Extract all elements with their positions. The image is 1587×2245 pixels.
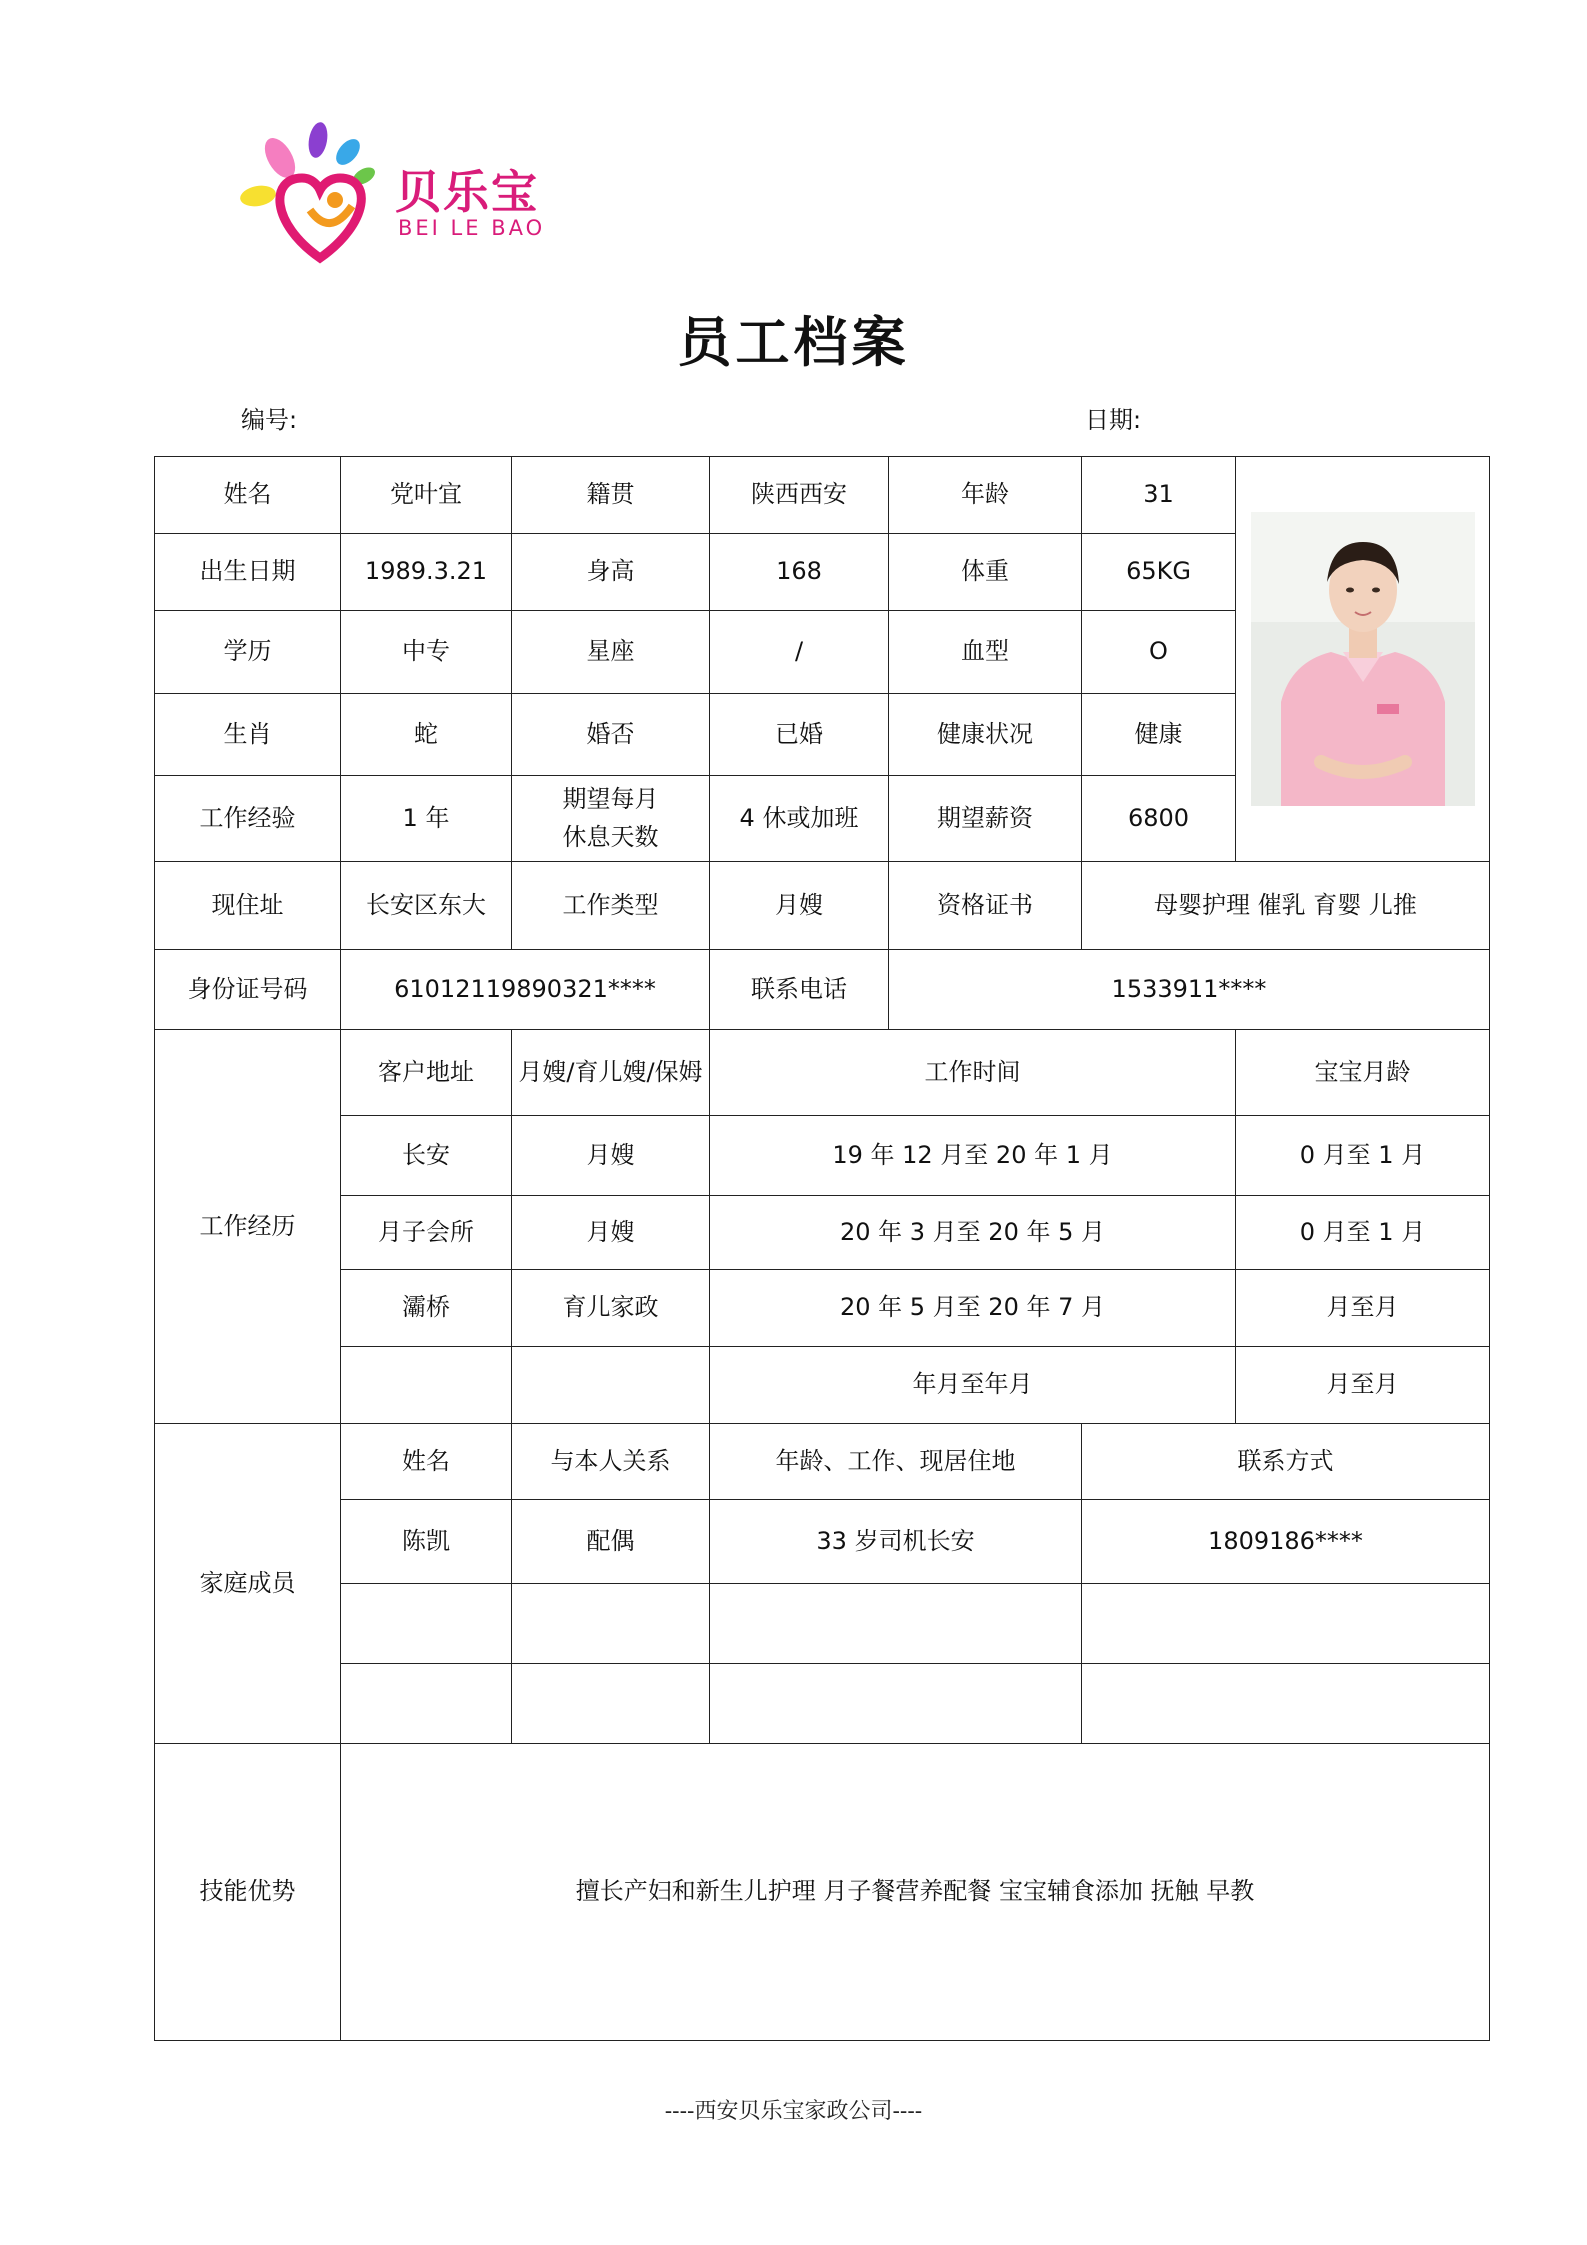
weight-label: 体重 <box>889 534 1082 611</box>
work-time: 20 年 5 月至 20 年 7 月 <box>710 1270 1236 1347</box>
family-label: 家庭成员 <box>155 1424 341 1744</box>
work-time: 20 年 3 月至 20 年 5 月 <box>710 1196 1236 1270</box>
blood-type-label: 血型 <box>889 611 1082 694</box>
name-label: 姓名 <box>155 457 341 534</box>
logo-text: 贝乐宝 <box>395 165 539 219</box>
origin-value: 陕西西安 <box>710 457 889 534</box>
work-baby-age: 月至月 <box>1236 1270 1490 1347</box>
certificate-value: 母婴护理 催乳 育婴 儿推 <box>1082 862 1490 950</box>
table-row <box>155 1270 1490 1347</box>
age-value: 31 <box>1082 457 1236 534</box>
marital-label: 婚否 <box>512 694 710 776</box>
work-address: 灞桥 <box>341 1270 512 1347</box>
job-type-value: 月嫂 <box>710 862 889 950</box>
work-baby-age: 月至月 <box>1236 1347 1490 1424</box>
family-header-contact: 联系方式 <box>1082 1424 1490 1500</box>
table-row <box>155 1347 1490 1424</box>
phone-value: 1533911**** <box>889 950 1490 1030</box>
rest-days-label-line2: 休息天数 <box>562 822 659 851</box>
family-relation: 配偶 <box>512 1500 710 1584</box>
date-label: 日期: <box>1085 406 1142 434</box>
table-row <box>155 1116 1490 1196</box>
work-baby-age: 0 月至 1 月 <box>1236 1196 1490 1270</box>
blood-type-value: O <box>1082 611 1236 694</box>
health-value: 健康 <box>1082 694 1236 776</box>
birth-label: 出生日期 <box>155 534 341 611</box>
person-photo-icon <box>1251 512 1475 806</box>
employee-form-table <box>154 456 1490 2041</box>
address-value: 长安区东大 <box>341 862 512 950</box>
family-contact <box>1082 1584 1490 1664</box>
experience-value: 1 年 <box>341 776 512 862</box>
work-header-baby-age: 宝宝月龄 <box>1236 1030 1490 1116</box>
constellation-value: / <box>710 611 889 694</box>
table-row <box>155 1584 1490 1664</box>
id-number-label: 身份证号码 <box>155 950 341 1030</box>
constellation-label: 星座 <box>512 611 710 694</box>
family-relation <box>512 1664 710 1744</box>
work-address: 月子会所 <box>341 1196 512 1270</box>
experience-label: 工作经验 <box>155 776 341 862</box>
health-label: 健康状况 <box>889 694 1082 776</box>
rest-days-value: 4 休或加班 <box>710 776 889 862</box>
skills-value: 擅长产妇和新生儿护理 月子餐营养配餐 宝宝辅食添加 抚触 早教 <box>341 1744 1490 2041</box>
photo-cell <box>1236 457 1490 862</box>
family-info <box>710 1664 1082 1744</box>
marital-value: 已婚 <box>710 694 889 776</box>
company-logo <box>240 118 580 268</box>
work-address: 长安 <box>341 1116 512 1196</box>
page-title: 员工档案 <box>677 311 910 374</box>
salary-value: 6800 <box>1082 776 1236 862</box>
work-role: 月嫂 <box>512 1116 710 1196</box>
height-label: 身高 <box>512 534 710 611</box>
weight-value: 65KG <box>1082 534 1236 611</box>
address-label: 现住址 <box>155 862 341 950</box>
table-row <box>155 1500 1490 1584</box>
table-row <box>155 1664 1490 1744</box>
family-contact <box>1082 1664 1490 1744</box>
family-name <box>341 1664 512 1744</box>
logo-subtext: BEI LE BAO <box>398 216 546 240</box>
education-label: 学历 <box>155 611 341 694</box>
salary-label: 期望薪资 <box>889 776 1082 862</box>
work-baby-age: 0 月至 1 月 <box>1236 1116 1490 1196</box>
rest-days-label <box>512 776 710 862</box>
zodiac-label: 生肖 <box>155 694 341 776</box>
education-value: 中专 <box>341 611 512 694</box>
work-time: 19 年 12 月至 20 年 1 月 <box>710 1116 1236 1196</box>
rest-days-label-line1: 期望每月 <box>562 785 659 814</box>
work-header-address: 客户地址 <box>341 1030 512 1116</box>
family-header-name: 姓名 <box>341 1424 512 1500</box>
age-label: 年龄 <box>889 457 1082 534</box>
work-role: 育儿家政 <box>512 1270 710 1347</box>
footer-company: ----西安贝乐宝家政公司---- <box>664 2099 923 2124</box>
job-type-label: 工作类型 <box>512 862 710 950</box>
logo-mark-icon <box>240 118 400 268</box>
name-value: 党叶宜 <box>341 457 512 534</box>
work-header-role: 月嫂/育儿嫂/保姆 <box>512 1030 710 1116</box>
work-role <box>512 1347 710 1424</box>
work-time: 年月至年月 <box>710 1347 1236 1424</box>
family-name: 陈凯 <box>341 1500 512 1584</box>
family-header-info: 年龄、工作、现居住地 <box>710 1424 1082 1500</box>
family-relation <box>512 1584 710 1664</box>
zodiac-value: 蛇 <box>341 694 512 776</box>
family-header-relation: 与本人关系 <box>512 1424 710 1500</box>
work-header-time: 工作时间 <box>710 1030 1236 1116</box>
work-role: 月嫂 <box>512 1196 710 1270</box>
phone-label: 联系电话 <box>710 950 889 1030</box>
family-info <box>710 1584 1082 1664</box>
height-value: 168 <box>710 534 889 611</box>
family-contact: 1809186**** <box>1082 1500 1490 1584</box>
certificate-label: 资格证书 <box>889 862 1082 950</box>
table-row <box>155 1196 1490 1270</box>
birth-value: 1989.3.21 <box>341 534 512 611</box>
employee-photo <box>1251 512 1475 806</box>
skills-label: 技能优势 <box>155 1744 341 2041</box>
work-address <box>341 1347 512 1424</box>
number-label: 编号: <box>241 406 298 434</box>
family-name <box>341 1584 512 1664</box>
id-number-value: 61012119890321**** <box>341 950 710 1030</box>
work-history-label: 工作经历 <box>155 1030 341 1424</box>
origin-label: 籍贯 <box>512 457 710 534</box>
family-info: 33 岁司机长安 <box>710 1500 1082 1584</box>
